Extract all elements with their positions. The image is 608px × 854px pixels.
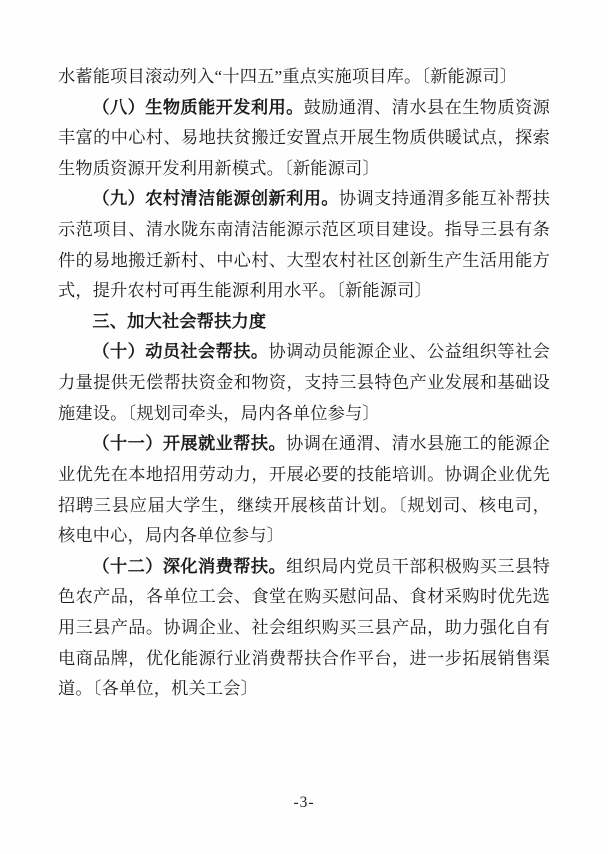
page-number: -3- [293, 794, 315, 811]
paragraph-item-11-text: 协调在通渭、清水县施工的能源企业优先在本地招用劳动力，开展必要的技能培训。协调企业优先招聘三县应届大学生，继续开展核苗计划。〔规划司、核电司，核电中心，局内各单位参与〕 [58, 434, 550, 546]
paragraph-item-9-text: 协调支持通渭多能互补帮扶示范项目、清水陇东南清洁能源示范区项目建设。指导三县有条件的易地搬迁新村、中心村、大型农村社区创新生产生活用能方式，提升农村可再生能源利用水平。〔新能源司〕 [58, 189, 550, 301]
section-heading-3 [58, 307, 550, 338]
paragraph-item-10 [58, 337, 550, 429]
paragraph-item-12-lead: （十二）深化消费帮扶。 [92, 556, 287, 576]
paragraph-item-12 [58, 552, 550, 705]
document-body [58, 62, 550, 705]
paragraph-continuation: 水蓄能项目滚动列入“十四五”重点实施项目库。〔新能源司〕 [58, 67, 518, 86]
paragraph-item-10-lead: （十）动员社会帮扶。 [92, 342, 269, 362]
paragraph-item-8-text: 鼓励通渭、清水县在生物质资源丰富的中心村、易地扶贫搬迁安置点开展生物质供暖试点，探索生物质资源开发利用新模式。〔新能源司〕 [58, 97, 550, 178]
section-heading-3-label: 三、加大社会帮扶力度 [92, 311, 267, 331]
paragraph-item-8-lead: （八）生物质能开发利用。 [92, 97, 304, 117]
paragraph-item-9-lead: （九）农村清洁能源创新利用。 [92, 189, 339, 209]
paragraph-item-11 [58, 429, 550, 551]
paragraph-item-10-text: 协调动员能源企业、公益组织等社会力量提供无偿帮扶资金和物资，支持三县特色产业发展和基础设施建设。〔规划司牵头，局内各单位参与〕 [58, 342, 550, 423]
paragraph-item-8 [58, 93, 550, 185]
paragraph-item-9 [58, 184, 550, 306]
paragraph-item-12-text: 组织局内党员干部积极购买三县特色农产品，各单位工会、食堂在购买慰问品、食材采购时优先选用三县产品。协调企业、社会组织购买三县产品，助力强化自有电商品牌，优化能源行业消费帮扶合作平台，进一步拓展销售渠道。〔各单位，机关工会〕 [58, 556, 550, 699]
paragraph-item-11-lead: （十一）开展就业帮扶。 [92, 434, 287, 454]
